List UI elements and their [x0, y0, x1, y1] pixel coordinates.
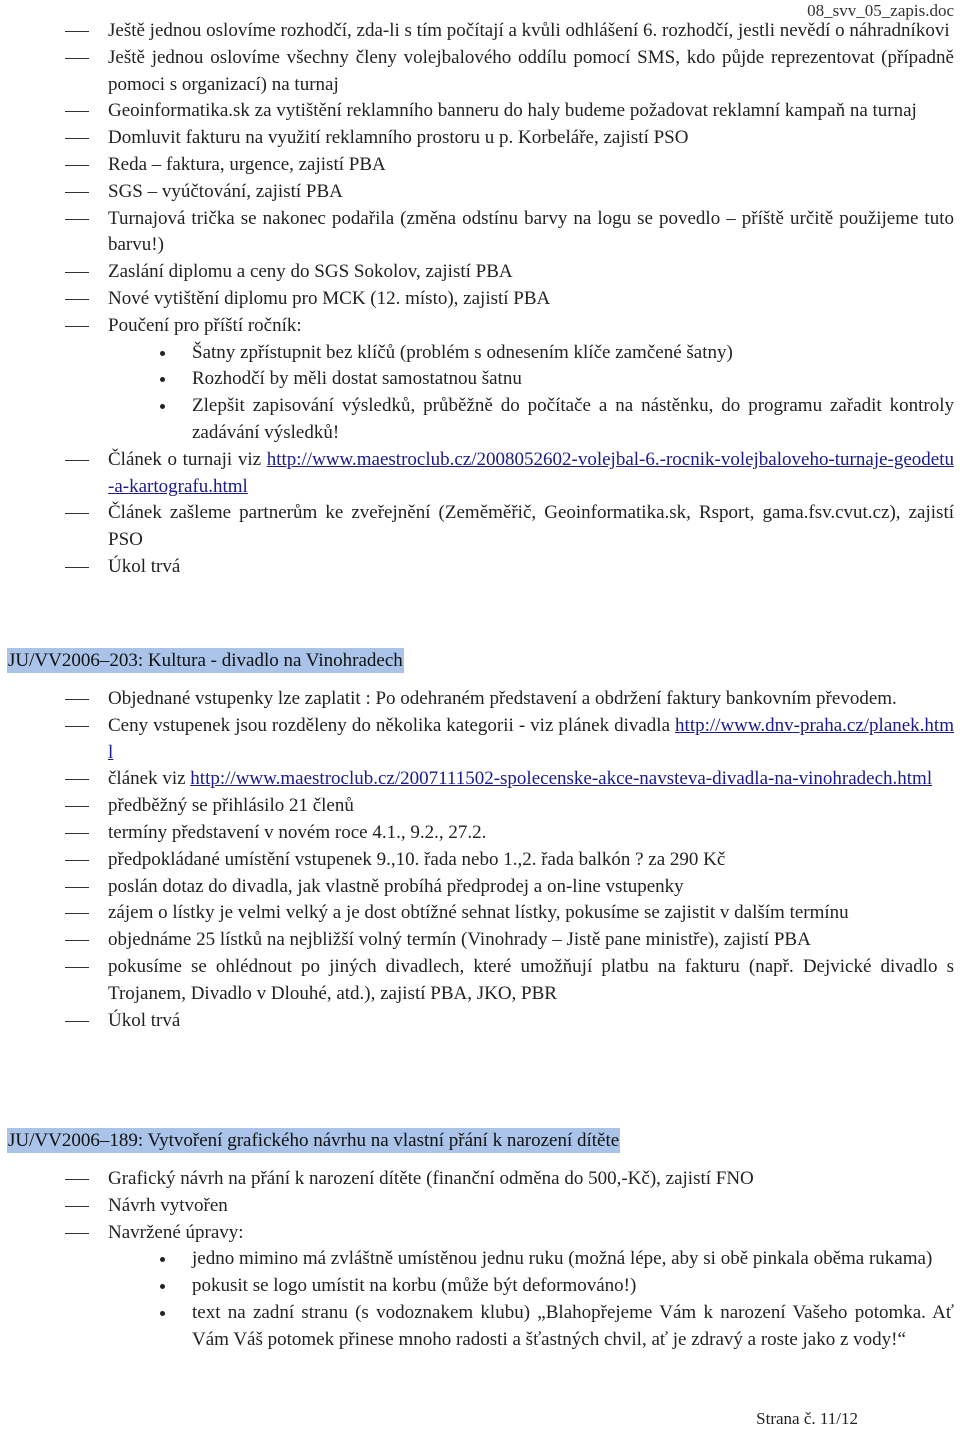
- list-item: Návrh vytvořen: [0, 1193, 960, 1220]
- list-item: Objednané vstupenky lze zaplatit : Po odehraném představení a obdržení faktury bankovním převodem.: [0, 686, 960, 713]
- theatre-article-link[interactable]: http://www.maestroclub.cz/2007111502-spolecenske-akce-navsteva-divadla-na-vinohradech.html: [190, 768, 933, 790]
- article-prefix: Článek o turnaji viz: [108, 448, 262, 470]
- list-item: předpokládané umístění vstupenek 9.,10. řada nebo 1.,2. řada balkón ? za 290 Kč: [0, 847, 960, 874]
- lesson-item: Rozhodčí by měli dostat samostatnou šatnu: [0, 366, 960, 393]
- section-189-heading-wrap: [0, 1128, 620, 1155]
- page-number: Strana č. 11/12: [756, 1409, 858, 1428]
- edit-item: pokusit se logo umístit na korbu (může být deformováno!): [0, 1273, 960, 1300]
- section-theatre: [0, 686, 960, 1034]
- lesson-item: Zlepšit zapisování výsledků, průběžně do počítače a na nástěnku, do programu zařadit kontroly zadávání výsledků!: [0, 393, 960, 447]
- list-item: předběžný se přihlásilo 21 členů: [0, 793, 960, 820]
- list-item: Článek zašleme partnerům ke zveřejnění (Zeměměřič, Geoinformatika.sk, Rsport, gama.fsv.cvut.cz), zajistí PSO: [0, 500, 960, 554]
- section-203-heading-wrap: [0, 648, 404, 675]
- tournament-list: [0, 18, 960, 340]
- article-item: [0, 447, 960, 501]
- section-greeting-card: [0, 1166, 960, 1354]
- edit-item: jedno mimino má zvláštně umístěnou jednu ruku (možná lépe, aby si obě pinkala oběma rukama): [0, 1246, 960, 1273]
- lesson-item: Šatny zpřístupnit bez klíčů (problém s odnesením klíče zamčené šatny): [0, 340, 960, 367]
- lessons-list: [0, 340, 960, 447]
- list-item: [0, 713, 960, 767]
- list-item: pokusíme se ohlédnout po jiných divadlech, které umožňují platbu na fakturu (např. Dejvické divadlo s Trojanem, Divadlo v Dlouhé, atd.), zajistí PBA, JKO, PBR: [0, 954, 960, 1008]
- list-item: Turnajová trička se nakonec podařila (změna odstínu barvy na logu se povedlo – příště určitě použijeme tuto barvu!): [0, 206, 960, 260]
- theatre-list: [0, 686, 960, 1034]
- list-item: Poučení pro příští ročník:: [0, 313, 960, 340]
- list-item: termíny představení v novém roce 4.1., 9.2., 27.2.: [0, 820, 960, 847]
- list-item: Úkol trvá: [0, 554, 960, 581]
- list-item: Úkol trvá: [0, 1008, 960, 1035]
- list-item: Navržené úpravy:: [0, 1220, 960, 1247]
- item-prefix: Ceny vstupenek jsou rozděleny do několika kategorii - viz plánek divadla: [108, 714, 671, 736]
- list-item: SGS – vyúčtování, zajistí PBA: [0, 179, 960, 206]
- section-heading: JU/VV2006–189: Vytvoření grafického návrhu na vlastní přání k narození dítěte: [8, 1130, 620, 1151]
- list-item: Ještě jednou oslovíme všechny členy volejbalového oddílu pomocí SMS, kdo půjde reprezentovat (případně pomoci s organizací) na turnaj: [0, 45, 960, 99]
- list-item: objednáme 25 lístků na nejbližší volný termín (Vinohrady – Jistě pane ministře), zajistí PBA: [0, 927, 960, 954]
- item-prefix: článek viz: [108, 768, 186, 790]
- list-item: poslán dotaz do divadla, jak vlastně probíhá předprodej a on-line vstupenky: [0, 874, 960, 901]
- article-link[interactable]: http://www.maestroclub.cz/2008052602-volejbal-6.-rocnik-volejbaloveho-turnaje-geodetu-a-kartografu.html: [108, 448, 954, 497]
- theatre-plan-link[interactable]: http://www.dnv-praha.cz/planek.html: [108, 714, 954, 763]
- file-name: 08_svv_05_zapis.doc: [801, 0, 954, 22]
- list-item: [0, 766, 960, 793]
- list-item: Geoinformatika.sk za vytištění reklamního banneru do haly budeme požadovat reklamní kampaň na turnaj: [0, 98, 960, 125]
- list-item: Zaslání diplomu a ceny do SGS Sokolov, zajistí PBA: [0, 259, 960, 286]
- edit-item: text na zadní stranu (s vodoznakem klubu) „Blahopřejeme Vám k narození Vašeho potomka. Ať Vám Váš potomek přinese mnoho radosti a šťastných chvil, ať je zdravý a roste jako z vody!“: [0, 1300, 960, 1354]
- list-item: Grafický návrh na přání k narození dítěte (finanční odměna do 500,-Kč), zajistí FNO: [0, 1166, 960, 1193]
- list-item: zájem o lístky je velmi velký a je dost obtížné sehnat lístky, pokusíme se zajistit v dalším termínu: [0, 900, 960, 927]
- section-tournament: [0, 18, 960, 581]
- list-item: Domluvit fakturu na využití reklamního prostoru u p. Korbeláře, zajistí PSO: [0, 125, 960, 152]
- card-list: [0, 1166, 960, 1246]
- section-heading: JU/VV2006–203: Kultura - divadlo na Vinohradech: [8, 650, 403, 671]
- edits-list: [0, 1246, 960, 1353]
- list-item: Reda – faktura, urgence, zajistí PBA: [0, 152, 960, 179]
- list-item: Nové vytištění diplomu pro MCK (12. místo), zajistí PBA: [0, 286, 960, 313]
- list-item: Ještě jednou oslovíme rozhodčí, zda-li s tím počítají a kvůli odhlášení 6. rozhodčí, jestli nevědí o náhradníkovi: [0, 18, 960, 45]
- tournament-list-tail: [0, 447, 960, 581]
